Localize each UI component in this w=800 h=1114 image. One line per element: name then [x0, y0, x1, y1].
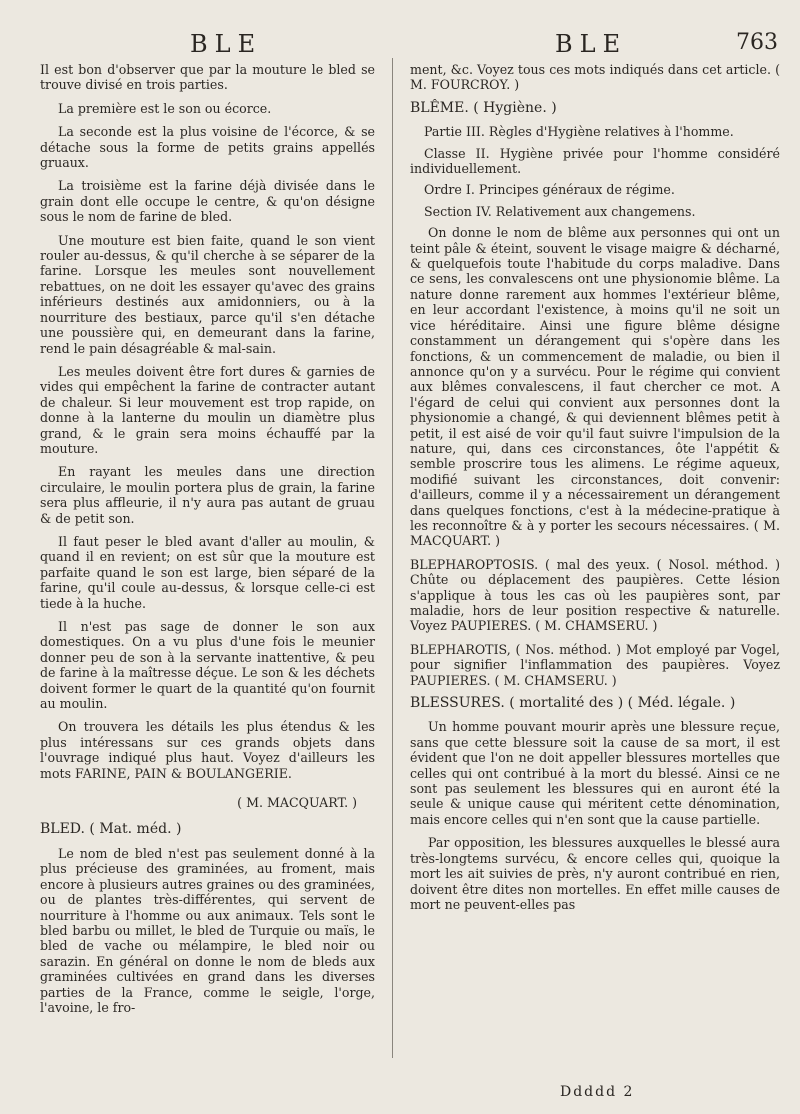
- paragraph: La troisième est la farine déjà divisée dans le grain dont elle occupe le centre, & qu'on désigne sous le nom de farine de bled.: [40, 178, 375, 225]
- paragraph: Il faut peser le bled avant d'aller au moulin, & quand il en revient; on est sûr que la mouture est parfaite quand le son est large, bien séparé de la farine, qu'il coule au-dessus, & lorsque celle-ci est tiede à la huche.: [40, 533, 375, 611]
- entry-heading-bleme: BLÊME. ( Hygiène. ): [410, 99, 557, 116]
- paragraph: La première est le son ou écorce.: [58, 100, 272, 116]
- running-head-left: BLE: [190, 30, 263, 58]
- paragraph: ment, &c. Voyez tous ces mots indiqués dans cet article. ( M. FOURCROY. ): [410, 62, 780, 93]
- running-head-right: BLE: [555, 30, 628, 58]
- paragraph: Par opposition, les blessures auxquelles le blessé aura très-longtems survécu, & encore celles qui, quoique la mort les ait suivies de près, n'y auront contribué en rien, doivent être dites non mortelles. En effet mille causes de mort ne peuvent-elles pas: [410, 835, 780, 912]
- paragraph: On trouvera les détails les plus étendus & les plus intéressans sur ces grands objets dans l'ouvrage indiqué plus haut. Voyez d'ailleurs les mots FARINE, PAIN & BOULANGERIE.: [40, 719, 375, 781]
- paragraph: On donne le nom de blême aux personnes qui ont un teint pâle & éteint, souvent le visage maigre & décharné, & quelquefois toute l'habitude du corps maladive. Dans ce sens, les convalescens ont une physionomie blême. La nature donne rarement aux hommes l'extérieur blême, en leur accordant l'existence, à moins qu'il ne soit un vice héréditaire. Ainsi une figure blême désigne constamment un dérangement qui s'opère dans les fonctions, & un commencement de maladie, ou bien il annonce qu'on y a survécu. Pour le régime qui convient aux blêmes convalescens, il faut chercher ce mot. A l'égard de celui qui convient aux personnes dont la physionomie a changé, & qui deviennent blêmes petit à petit, il est aisé de voir qu'il faut suivre l'impulsion de la nature, qui, dans ces circonstances, ôte l'appétit & semble proscrire tous les alimens. Le régime aqueux, modifié suivant les circonstances, doit convenir: d'ailleurs, comme il y a nécessairement un dérangement dans quelques fonctions, c'est à la médecine-pratique à les reconnoître & à y porter les secours nécessaires. ( M. MACQUART. ): [410, 225, 780, 549]
- signature: ( M. MACQUART. ): [237, 795, 357, 811]
- subheading: Ordre I. Principes généraux de régime.: [424, 182, 675, 198]
- paragraph: Il est bon d'observer que par la mouture le bled se trouve divisé en trois parties.: [40, 62, 375, 93]
- column-rule: [392, 58, 393, 1058]
- right-column: [410, 62, 780, 920]
- catchword: Ddddd 2: [560, 1084, 635, 1100]
- page-number: 763: [736, 30, 778, 55]
- paragraph: Il n'est pas sage de donner le son aux domestiques. On a vu plus d'une fois le meunier donner peu de son à la servante inattentive, & peu de farine à la maîtresse déçue. Le son & les déchets doivent former le quart de la quantité qu'on fournit au moulin.: [40, 619, 375, 712]
- subheading: Partie III. Règles d'Hygiène relatives à l'homme.: [424, 124, 734, 140]
- entry-heading-bled: BLED. ( Mat. méd. ): [40, 821, 182, 838]
- entry-heading-blessures: BLESSURES. ( mortalité des ) ( Méd. légale. ): [410, 695, 736, 712]
- paragraph: Une mouture est bien faite, quand le son vient rouler au-dessus, & qu'il cherche à se séparer de la farine. Lorsque les meules sont nouvellement rebattues, on ne doit les essayer qu'avec des grains inférieurs destinés aux amidonniers, ou à la nourriture des bestiaux, parce qu'il s'en détache une poussière qui, en demeurant dans la farine, rend le pain désagréable & mal-sain.: [40, 232, 375, 356]
- paragraph: Les meules doivent être fort dures & garnies de vides qui empêchent la farine de contracter autant de chaleur. Si leur mouvement est trop rapide, on donne à la lanterne du moulin un diamètre plus grand, & le grain sera moins échauffé par la mouture.: [40, 363, 375, 456]
- subheading: Classe II. Hygiène privée pour l'homme considéré individuellement.: [410, 145, 780, 177]
- paragraph: Un homme pouvant mourir après une blessure reçue, sans que cette blessure soit la cause de sa mort, il est évident que l'on ne doit appeller blessures mortelles que celles qui ont contribué à la mort du blessé. Ainsi ce ne sont pas seulement les blessures qui en auront été la seule & unique cause qui méritent cette dénomination, mais encore celles qui n'en sont que la cause partielle.: [410, 719, 780, 827]
- paragraph: Le nom de bled n'est pas seulement donné à la plus précieuse des graminées, au froment, mais encore à plusieurs autres graines ou des graminées, ou de plantes très-différentes, qui servent de nourriture à l'homme ou aux animaux. Tels sont le bled barbu ou millet, le bled de Turquie ou maïs, le bled de vache ou mélampire, le bled noir ou sarazin. En général on donne le nom de bleds aux graminées cultivées en grand dans les diverses parties de la France, comme le seigle, l'orge, l'avoine, le fro-: [40, 845, 375, 1015]
- entry-blepharoptosis: BLEPHAROPTOSIS. ( mal des yeux. ( Nosol. méthod. ) Chûte ou déplacement des paupières. Cette lésion s'applique à tous les cas où les paupières sont, par maladie, hors de leur position respective & naturelle. Voyez PAUPIERES. ( M. CHAMSERU. ): [410, 556, 780, 634]
- entry-blepharotis: BLEPHAROTIS, ( Nos. méthod. ) Mot employé par Vogel, pour signifier l'inflammation des paupières. Voyez PAUPIERES. ( M. CHAMSERU. ): [410, 641, 780, 688]
- paragraph: La seconde est la plus voisine de l'écorce, & se détache sous la forme de petits grains appellés gruaux.: [40, 124, 375, 171]
- left-column: [40, 62, 375, 1023]
- subheading: Section IV. Relativement aux changemens.: [424, 203, 696, 219]
- paragraph: En rayant les meules dans une direction circulaire, le moulin portera plus de grain, la farine sera plus affleurie, il n'y aura pas autant de gruau & de petit son.: [40, 464, 375, 526]
